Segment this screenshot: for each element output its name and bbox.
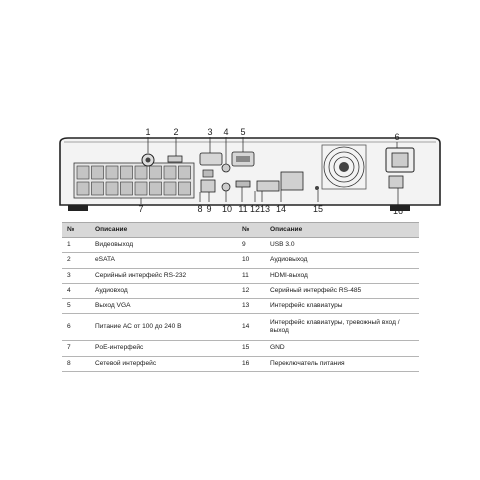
cell-number: 3 — [62, 268, 90, 283]
cell-number: 16 — [237, 356, 265, 371]
rs232-port — [200, 153, 222, 165]
poe-port — [92, 182, 104, 195]
cell-description: GND — [265, 341, 419, 356]
vga-port — [232, 152, 254, 166]
poe-port — [121, 166, 133, 179]
table-row — [62, 268, 419, 283]
callout-6: 6 — [394, 132, 400, 142]
poe-port — [150, 166, 162, 179]
table-row — [62, 238, 419, 253]
cell-number: 6 — [62, 314, 90, 341]
poe-port — [106, 166, 118, 179]
callout-4: 4 — [223, 127, 229, 137]
gnd-terminal — [315, 186, 319, 190]
left-foot — [68, 205, 88, 211]
cell-number: 10 — [237, 253, 265, 268]
poe-port — [77, 182, 89, 195]
header-description-2: Описание — [265, 223, 419, 238]
callout-1: 1 — [145, 127, 151, 137]
cell-number: 9 — [237, 238, 265, 253]
cell-description: Переключатель питания — [265, 356, 419, 371]
cell-number: 5 — [62, 299, 90, 314]
cell-number: 15 — [237, 341, 265, 356]
cell-description: Видеовыход — [90, 238, 237, 253]
poe-ports — [74, 163, 194, 198]
poe-port — [121, 182, 133, 195]
rear-panel-diagram — [0, 0, 480, 225]
cell-number: 1 — [62, 238, 90, 253]
table-row — [62, 253, 419, 268]
callout-3: 3 — [207, 127, 213, 137]
cell-description: Интерфейс клавиатуры, тревожный вход / выход — [265, 314, 419, 341]
header-number-2: № — [237, 223, 265, 238]
table-row — [62, 341, 419, 356]
cell-number: 14 — [237, 314, 265, 341]
port-legend-table — [62, 222, 419, 372]
poe-port — [77, 166, 89, 179]
video-out-connector — [142, 154, 154, 166]
cell-number: 11 — [237, 268, 265, 283]
header-number-1: № — [62, 223, 90, 238]
callout-13: 13 — [259, 204, 271, 214]
table-header-row — [62, 223, 419, 238]
cell-description: Выход VGA — [90, 299, 237, 314]
hdmi-port — [236, 181, 250, 187]
poe-port — [106, 182, 118, 195]
power-switch — [389, 176, 403, 188]
callout-12: 12 — [249, 204, 261, 214]
cell-description: eSATA — [90, 253, 237, 268]
callout-2: 2 — [173, 127, 179, 137]
table-row — [62, 283, 419, 298]
cell-number: 2 — [62, 253, 90, 268]
network-port — [201, 180, 215, 192]
poe-port — [179, 166, 191, 179]
cell-number: 12 — [237, 283, 265, 298]
cell-description: Сетевой интерфейс — [90, 356, 237, 371]
callout-8: 8 — [197, 204, 203, 214]
cell-description: PoE-интерфейс — [90, 341, 237, 356]
poe-port — [92, 166, 104, 179]
cell-description: Серийный интерфейс RS-485 — [265, 283, 419, 298]
cell-description: Питание АС от 100 до 240 В — [90, 314, 237, 341]
callout-15: 15 — [312, 204, 324, 214]
cell-description: Интерфейс клавиатуры — [265, 299, 419, 314]
poe-port — [179, 182, 191, 195]
cell-description: Аудиовыход — [265, 253, 419, 268]
poe-port — [135, 166, 147, 179]
callout-10: 10 — [221, 204, 233, 214]
audio-out-jack — [222, 183, 230, 191]
cell-description: USB 3.0 — [265, 238, 419, 253]
poe-port — [164, 182, 176, 195]
cell-description: Аудиовход — [90, 283, 237, 298]
port-legend-table-container — [62, 222, 419, 372]
table-row — [62, 314, 419, 341]
callout-7: 7 — [138, 204, 144, 214]
audio-in-jack — [222, 164, 230, 172]
callout-5: 5 — [240, 127, 246, 137]
cell-description: HDMI-выход — [265, 268, 419, 283]
callout-14: 14 — [275, 204, 287, 214]
callout-11: 11 — [238, 204, 248, 214]
cell-number: 7 — [62, 341, 90, 356]
callout-16: 16 — [392, 206, 404, 216]
cell-number: 13 — [237, 299, 265, 314]
cell-number: 4 — [62, 283, 90, 298]
table-row — [62, 356, 419, 371]
table-row — [62, 299, 419, 314]
poe-port — [150, 182, 162, 195]
poe-port — [164, 166, 176, 179]
cell-description: Серийный интерфейс RS-232 — [90, 268, 237, 283]
callout-9: 9 — [206, 204, 212, 214]
usb3-port — [203, 170, 213, 177]
power-inlet — [386, 148, 414, 172]
esata-port — [168, 156, 182, 162]
cell-number: 8 — [62, 356, 90, 371]
poe-port — [135, 182, 147, 195]
header-description-1: Описание — [90, 223, 237, 238]
